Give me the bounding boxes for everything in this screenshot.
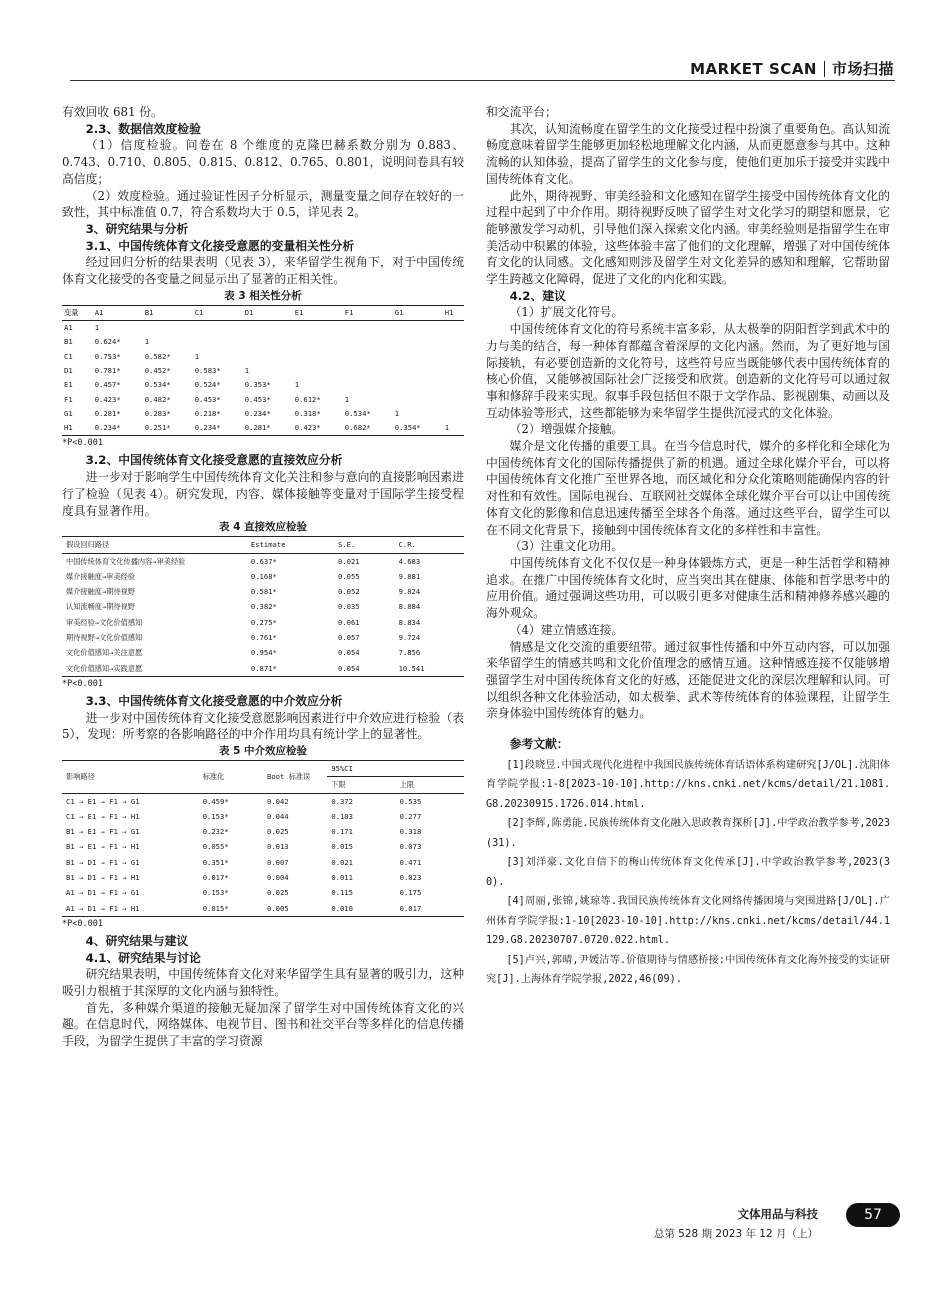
table-row (62, 599, 464, 614)
table-cell: 10.541 (398, 663, 425, 673)
table-cell: 0.017 (399, 903, 422, 913)
subheading: （2）增强媒介接触。 (509, 422, 624, 437)
header-rule (70, 80, 895, 81)
col-header: Boot 标准误 (267, 772, 311, 782)
table-cell: 0.017* (202, 873, 229, 883)
table-cell (443, 378, 464, 392)
table-cell: 文化价值感知→实践意愿 (66, 663, 143, 673)
mediation-effect-table (62, 760, 464, 917)
table-row (62, 645, 464, 660)
table-cell (443, 407, 464, 421)
table-cell: B1 → E1 → F1 → H1 (66, 842, 140, 852)
paragraph: 媒介是文化传播的重要工具。在当今信息时代，媒介的多样化和全球化为中国传统体育文化的国际传播提供了新的机遇。通过全球化媒介平台，可以将中国传统体育文化推广至世界各地，而区域化和分众化策略则能确保内容的针对性和有效性。国际电视台、互联网社交媒体全球化媒介平台可以让中国传统体育文化的影像和信息迅速传播至全球各个角落。通过这些平台，留学生可以在不同文化背景下，接触到中国传统体育文化的多样性和丰富性。 (486, 439, 890, 537)
table-cell (293, 350, 343, 364)
table-cell: 0.052 (338, 587, 360, 597)
paragraph: 进一步对中国传统体育文化接受意愿影响因素进行中介效应进行检验（表 5），发现：所考察的各影响路径的中介作用均具有统计学上的显著性。 (62, 710, 464, 742)
reference-item: [2]李辉,陈勇能.民族传统体育文化融入思政教育探析[J].中学政治教学参考,2023(31). (486, 818, 890, 849)
table-cell: 0.281* (244, 423, 271, 433)
col-header: C1 (194, 307, 204, 317)
col-header: 影响路径 (66, 772, 95, 782)
table-cell: 0.283* (144, 408, 171, 418)
table-cell: 9.724 (398, 633, 421, 642)
table-cell: 0.453* (244, 394, 271, 404)
col-header: 95%CI (331, 764, 353, 773)
table-cell: 0.482* (144, 394, 171, 404)
table-cell: 0.054 (338, 648, 360, 658)
table-cell: 0.234* (244, 408, 271, 418)
table-cell: 0.624* (94, 337, 121, 347)
table-row (62, 824, 464, 839)
table-cell: 0.251* (144, 423, 171, 433)
table-cell: 0.423* (294, 423, 321, 433)
section-heading: 3.2、中国传统体育文化接受意愿的直接效应分析 (85, 453, 343, 468)
table-cell: F1 (64, 394, 73, 404)
direct-effect-table (62, 536, 464, 677)
table-cell: 0.025 (267, 888, 289, 898)
table-cell: 中国传统体育文化传播内容→审美经验 (66, 556, 186, 566)
paragraph: 有效回收 681 份。 (62, 105, 163, 119)
table-cell: 0.010 (331, 903, 353, 913)
section-heading: 4.2、建议 (509, 288, 566, 303)
table-cell: 0.218* (194, 408, 221, 418)
col-header: Estimate (250, 540, 286, 550)
table-row (62, 335, 464, 349)
section-heading: 2.3、数据信效度检验 (85, 121, 201, 136)
table-row (62, 870, 464, 885)
table-cell: E1 (64, 380, 73, 390)
table-cell: 0.372 (331, 796, 353, 806)
table-cell: 媒介接触度→审美经验 (66, 571, 136, 581)
table-cell: H1 (64, 423, 73, 433)
table-cell: 文化价值感知→关注意愿 (66, 648, 143, 658)
table-cell: 0.007 (267, 857, 289, 867)
table-cell: 0.471 (399, 857, 422, 867)
paragraph: 此外，期待视野、审美经验和文化感知在留学生接受中国传统体育文化的过程中起到了中介作用。期待视野反映了留学生对文化学习的期望和愿景，它能够激发学习动机，引导他们深入探索文化内涵。审美经验则是指留学生在审美活动中积累的体验，这些体验丰富了他们的文化理解，增强了对中国传统体育文化的认同感。文化感知则涉及留学生对文化差异的感知和理解，它帮助留学生跨越文化障碍，促进了文化的内化和实践。 (486, 188, 890, 287)
table-cell (443, 335, 464, 349)
paragraph: 和交流平台； (486, 105, 557, 119)
table-cell (293, 364, 343, 378)
col-header: S.E. (338, 540, 356, 550)
table-cell: 0.023 (399, 873, 422, 883)
table-cell: 0.457* (94, 380, 121, 390)
table-cell: 0.011 (331, 873, 353, 883)
paragraph: （2）效度检验。通过验证性因子分析显示，测量变量之间存在较好的一致性，其中标准值 0.7，符合系数均大于 0.5，详见表 2。 (62, 188, 464, 220)
table-cell (443, 350, 464, 364)
table-cell: 0.353* (244, 380, 271, 390)
references-title: 参考文献： (509, 737, 569, 752)
col-header: 下限 (327, 777, 395, 793)
table-row (62, 885, 464, 900)
subheading: （1）扩展文化符号。 (509, 305, 624, 320)
col-header: B1 (144, 307, 154, 317)
table-cell: 0.057 (338, 633, 360, 642)
table-cell: 0.459* (202, 796, 229, 806)
table-cell: 0.535 (399, 796, 422, 806)
table-cell: 7.856 (398, 648, 421, 658)
table-cell: 0.452* (144, 365, 171, 375)
paragraph: 情感是文化交流的重要纽带。通过叙事性传播和中外互动内容，可以加强来华留学生的情感共鸣和文化价值理念的感情互通。这种情感连接不仅能够增强留学生对中国传统体育文化的好感，还能促进文化的深层次理解和认同。可以组织各种文化体验活动，如太极拳、武术等传统体育的体验课程，让留学生亲身体验中国传统体育的魅力。 (486, 639, 890, 721)
table-row (62, 793, 464, 809)
table-cell: 0.354* (394, 423, 421, 433)
table-row (62, 553, 464, 569)
journal-name: 文体用品与科技 (737, 1207, 818, 1221)
table-cell: C1 (64, 351, 73, 361)
table-cell: 0.168* (250, 571, 277, 581)
table-cell: 0.153* (202, 811, 229, 821)
table-cell: D1 (64, 365, 73, 375)
table-cell: C1 → E1 → F1 → H1 (66, 811, 140, 821)
table-cell (393, 378, 443, 392)
table-cell: 4.683 (398, 556, 421, 566)
table-cell (343, 364, 393, 378)
table-cell: 1 (344, 394, 350, 404)
section-heading: 4.1、研究结果与讨论 (85, 950, 201, 965)
table-cell: 1 (244, 365, 250, 375)
page-number: 57 (846, 1203, 900, 1227)
table-cell: 0.637* (250, 556, 277, 566)
paragraph: 中国传统体育文化不仅仅是一种身体锻炼方式，更是一种生活哲学和精神追求。在推广中国传统体育文化时，应当突出其在健康、体能和哲学思考中的应用价值。通过强调这些功用，可以吸引更多对健康生活和精神修养感兴趣的海外观众。 (486, 555, 890, 621)
table-cell: 9.881 (398, 571, 421, 581)
table-cell (393, 393, 443, 407)
table-note: *P<0.001 (62, 918, 103, 929)
table-cell (343, 321, 393, 336)
references-list (486, 756, 890, 990)
table-cell: 0.761* (250, 633, 277, 642)
table-row (62, 901, 464, 917)
table-row (62, 809, 464, 824)
table-cell: 0.281* (94, 408, 121, 418)
table-cell: 0.583* (194, 365, 221, 375)
table-cell (443, 393, 464, 407)
header-cn: 市场扫描 (831, 60, 894, 78)
col-header: F1 (344, 307, 354, 317)
table-row (62, 321, 464, 336)
section-heading: 3.3、中国传统体育文化接受意愿的中介效应分析 (85, 693, 343, 708)
col-header: 变量 (64, 307, 79, 317)
header-en: MARKET SCAN (690, 59, 817, 78)
col-header: C.R. (398, 540, 416, 550)
table-cell: 0.042 (267, 796, 289, 806)
table-cell: 0.015 (331, 842, 353, 852)
paragraph: 其次，认知流畅度在留学生的文化接受过程中扮演了重要角色。高认知流畅度意味着留学生能够更加轻松地理解文化内涵，从而更愿意参与其中。这种流畅的认知体验，提高了留学生的文化参与度，使他们更加乐于接受并实践中国传统体育文化。 (486, 121, 890, 186)
table-row (62, 584, 464, 599)
table-cell: 0.318* (294, 408, 321, 418)
table-cell: 0.021 (331, 857, 353, 867)
table-note: *P<0.001 (62, 438, 103, 449)
table-cell: 0.073 (399, 842, 422, 852)
table-cell: 0.015* (202, 903, 229, 913)
table-cell (443, 364, 464, 378)
table-cell: 0.682* (344, 423, 371, 433)
table-cell: 0.534* (144, 380, 171, 390)
table-cell: 认知流畅度→期待视野 (66, 602, 136, 612)
col-header: 上限 (396, 777, 464, 793)
table-row (62, 407, 464, 421)
paragraph: 研究结果表明，中国传统体育文化对来华留学生具有显著的吸引力，这种吸引力根植于其深厚的文化内涵与独特性。 (62, 967, 464, 999)
table-cell (293, 335, 343, 349)
table-cell: 0.232* (202, 827, 229, 837)
table-row (62, 855, 464, 870)
table-cell: 9.824 (398, 587, 421, 597)
table-cell: 0.277 (399, 811, 422, 821)
table-cell: 1 (94, 323, 100, 333)
section-heading: 4、研究结果与建议 (85, 933, 189, 948)
table-cell: 0.423* (94, 394, 121, 404)
table-note: *P<0.001 (62, 678, 103, 689)
table-cell: 8.884 (398, 602, 421, 612)
subheading: （4）建立情感连接。 (509, 622, 624, 637)
col-header: 标准化 (202, 772, 225, 782)
table-cell (343, 350, 393, 364)
table-cell (393, 321, 443, 336)
paragraph: 中国传统体育文化的符号系统丰富多彩，从太极拳的阴阳哲学到武术中的力与美的结合，每一种体育都蕴含着深厚的文化内涵。然而，为了更好地与国际接轨，有必要创造新的文化符号，这些符号应当既能够代表中国传统体育的核心价值，又能够被国际社会广泛接受和欣赏。创造新的文化符号可以通过叙事和修辞手段来实现。叙事手段包括但不限于文学作品、影视剧集、动画以及互动体验等形式，这些都能够为来华留学生提供沉浸式的文化体验。 (486, 322, 890, 420)
col-header: A1 (94, 307, 104, 317)
table-cell (243, 321, 293, 336)
col-header: 假设回归路径 (66, 540, 110, 550)
table-cell: 0.044 (267, 811, 289, 821)
table-cell: 0.054 (338, 663, 360, 673)
reference-item: [1]段晓昱.中国式现代化进程中我国民族传统体育话语体系构建研究[J/OL].沈阳体育学院学报:1-8[2023-10-10].http://kns.cnki.net/kcms/detail/21.1081.G8.20230915.1726.014.html. (486, 759, 890, 810)
table-row (62, 661, 464, 677)
table-cell: 8.834 (398, 617, 421, 627)
table-cell: 0.061 (338, 617, 360, 627)
paragraph: 经过回归分析的结果表明（见表 3），来华留学生视角下，对于中国传统体育文化接受的各变量之间显示出了显著的正相关性。 (62, 255, 464, 287)
table-cell: 0.382* (250, 602, 277, 612)
table-cell: B1 → E1 → F1 → G1 (66, 827, 140, 837)
table-cell: 0.021 (338, 556, 360, 566)
table-cell: 0.612* (294, 394, 321, 404)
section-heading: 3、研究结果与分析 (85, 221, 189, 236)
table-cell: 0.351* (202, 857, 229, 867)
table-cell: 0.275* (250, 617, 277, 627)
paragraph: 进一步对于影响学生中国传统体育文化关注和参与意向的直接影响因素进行了检验（见表 4）。研究发现，内容、媒体接触等变量对于国际学生接受程度具有显著作用。 (62, 470, 464, 518)
table-cell: 0.582* (144, 351, 171, 361)
table-row (62, 364, 464, 378)
table-cell (243, 350, 293, 364)
table-cell: 0.035 (338, 602, 360, 612)
table-cell: 0.005 (267, 903, 289, 913)
table-cell (243, 335, 293, 349)
table-cell (293, 321, 343, 336)
table-cell: 0.453* (194, 394, 221, 404)
table-cell: 0.524* (194, 380, 221, 390)
left-column (62, 104, 464, 1050)
table-cell: 0.013 (267, 842, 289, 852)
table-caption: 表 5 中介效应检验 (218, 745, 308, 757)
table-caption: 表 4 直接效应检验 (218, 521, 308, 534)
table-cell: B1 (64, 337, 73, 347)
table-cell: 1 (394, 408, 400, 418)
table-cell: B1 → D1 → F1 → G1 (66, 857, 140, 867)
table-cell: G1 (64, 408, 73, 418)
table-cell: 0.103 (331, 811, 353, 821)
table-row (62, 378, 464, 392)
correlation-table (62, 305, 464, 437)
table-row (62, 839, 464, 854)
table-row (62, 421, 464, 436)
table-row (62, 350, 464, 364)
table-cell (393, 335, 443, 349)
table-cell: 1 (144, 337, 150, 347)
header-divider (824, 61, 825, 77)
table-cell (193, 335, 243, 349)
table-cell: 1 (194, 351, 200, 361)
table-cell: 0.318 (399, 827, 422, 837)
col-header: D1 (244, 307, 254, 317)
table-cell: 审美经验→文化价值感知 (66, 617, 143, 627)
table-cell: B1 → D1 → F1 → H1 (66, 873, 140, 883)
paragraph: （1）信度检验。问卷在 8 个维度的克隆巴赫系数分别为 0.883、0.743、0.710、0.805、0.815、0.812、0.765、0.801，说明问卷具有较高信度； (62, 138, 464, 186)
table-cell: 0.753* (94, 351, 121, 361)
table-row (62, 630, 464, 645)
table-cell: 0.781* (94, 365, 121, 375)
paragraph: 首先，多种媒介渠道的接触无疑加深了留学生对中国传统体育文化的兴趣。在信息时代，网络媒体、电视节目、图书和社交平台等多样化的信息传播手段，为留学生提供了丰富的学习资源 (62, 1000, 464, 1049)
table-cell (193, 321, 243, 336)
right-column (486, 104, 890, 990)
table-cell: C1 → E1 → F1 → G1 (66, 796, 140, 806)
table-cell: 0.954* (250, 648, 277, 658)
table-cell: 0.004 (267, 873, 289, 883)
table-cell: A1 → D1 → F1 → G1 (66, 888, 140, 898)
table-cell: 0.055 (338, 571, 360, 581)
table-cell: 0.055* (202, 842, 229, 852)
table-cell: 0.581* (250, 587, 277, 597)
subheading: （3）注重文化功用。 (509, 539, 624, 554)
table-cell: 0.171 (331, 827, 353, 837)
table-cell (343, 335, 393, 349)
reference-item: [5]卢兴,郭晴,尹媛洁等.价值期待与情感桥接:中国传统体育文化海外接受的实证研究[J].上海体育学院学报,2022,46(09). (486, 954, 890, 986)
table-cell (143, 321, 193, 336)
table-cell (393, 350, 443, 364)
table-caption: 表 3 相关性分析 (224, 289, 302, 302)
table-row (62, 393, 464, 407)
reference-item: [3]刘洋豪.文化自信下的梅山传统体育文化传承[J].中学政治教学参考,2023(30). (486, 857, 890, 888)
table-cell: A1 (64, 323, 73, 333)
table-cell: 0.234* (194, 423, 221, 433)
table-cell: 0.534* (344, 408, 371, 418)
table-cell (443, 321, 464, 336)
table-cell: 0.153* (202, 888, 229, 898)
col-header: G1 (394, 307, 404, 317)
table-cell: 0.871* (250, 663, 277, 673)
table-cell: 0.234* (94, 423, 121, 433)
table-cell (343, 378, 393, 392)
section-heading: 3.1、中国传统体育文化接受意愿的变量相关性分析 (85, 238, 355, 253)
table-row (62, 615, 464, 630)
table-cell: 1 (294, 380, 300, 390)
table-cell (393, 364, 443, 378)
table-cell: 媒介接触度→期待视野 (66, 587, 136, 597)
col-header: E1 (294, 307, 304, 317)
table-cell: 0.025 (267, 827, 289, 837)
table-cell: 0.115 (331, 888, 353, 898)
issue-info: 总第 528 期 2023 年 12 月（上） (653, 1228, 818, 1240)
reference-item: [4]周丽,张锦,姚琼等.我国民族传统体育文化网络传播困境与突围进路[J/OL].广州体育学院学报:1-10[2023-10-10].http://kns.cnki.net/kcms/detail/44.1129.G8.20230707.0720.022.html. (486, 896, 890, 947)
table-cell: A1 → D1 → F1 → H1 (66, 903, 140, 913)
table-row (62, 569, 464, 584)
page-header (690, 58, 894, 79)
table-cell: 0.175 (399, 888, 422, 898)
table-cell: 期待视野→文化价值感知 (66, 633, 143, 642)
col-header: H1 (444, 307, 454, 317)
table-cell: 1 (444, 423, 450, 433)
